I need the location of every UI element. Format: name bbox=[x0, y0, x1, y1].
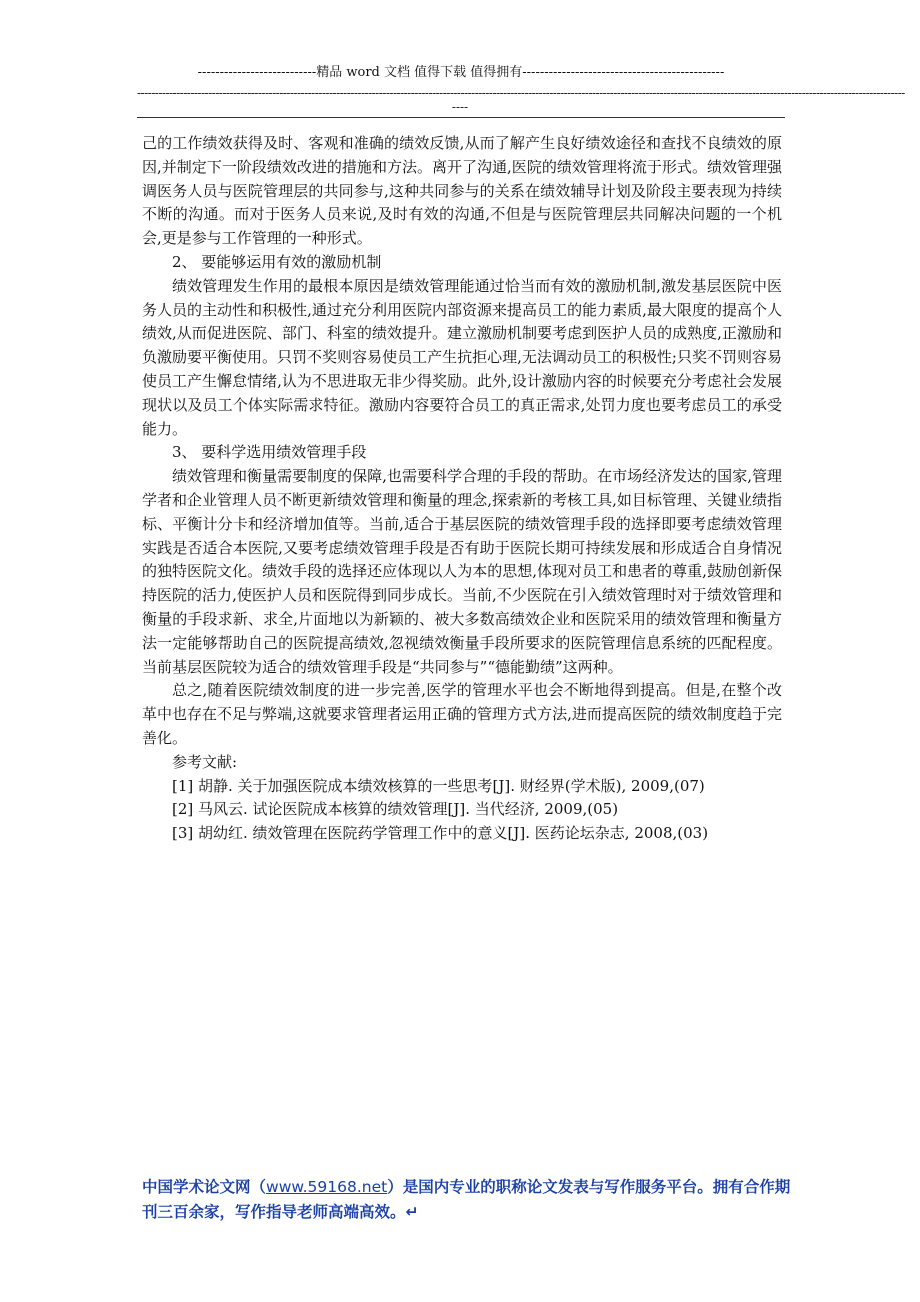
section-heading-incentive: 2、 要能够运用有效的激励机制 bbox=[172, 252, 382, 271]
section-heading-means: 3、 要科学选用绩效管理手段 bbox=[172, 443, 367, 462]
paragraph-communication: 己的工作绩效获得及时、客观和准确的绩效反馈,从而了解产生良好绩效途径和查找不良绩效的原因,并制定下一阶段绩效改进的措施和方法。离开了沟通,医院的绩效管理将流于形式。绩效管理强调医务人员与医院管理层的共同参与,这种共同参与的关系在绩效辅导计划及阶段主要表现为持续不断的沟通。而对于医务人员来说,及时有效的沟通,不但是与医院管理层共同解决问题的一个机会,更是参与工作管理的一种形式。 bbox=[142, 134, 782, 248]
references-list bbox=[142, 775, 782, 846]
document-body bbox=[142, 132, 782, 846]
page-header: ---------------------------精品 word 文档 值得下载 值得拥有---------------------------------------------- bbox=[197, 65, 725, 80]
paragraph-means: 绩效管理和衡量需要制度的保障,也需要科学合理的手段的帮助。在市场经济发达的国家,管理学者和企业管理人员不断更新绩效管理和衡量的理念,探索新的考核工具,如目标管理、关键业绩指标、平衡计分卡和经济增加值等。当前,适合于基层医院的绩效管理手段的选择即要考虑绩效管理实践是否适合本医院,又要考虑绩效管理手段是否有助于医院长期可持续发展和形成适合自身情况的独特医院文化。绩效手段的选择还应体现以人为本的思想,体现对员工和患者的尊重,鼓励创新保持医院的活力,使医护人员和医院得到同步成长。当前,不少医院在引入绩效管理时对于绩效管理和衡量的手段求新、求全,片面地以为新颖的、被大多数高绩效企业和医院采用的绩效管理和衡量方法一定能够帮助自己的医院提高绩效,忽视绩效衡量手段所要求的医院管理信息系统的匹配程度。当前基层医院较为适合的绩效管理手段是“共同参与”“德能勤绩”这两种。 bbox=[142, 467, 782, 676]
paragraph-incentive: 绩效管理发生作用的最根本原因是绩效管理能通过恰当而有效的激励机制,激发基层医院中医务人员的主动性和积极性,通过充分利用医院内部资源来提高员工的能力素质,最大限度的提高个人绩效,从而促进医院、部门、科室的绩效提升。建立激励机制要考虑到医护人员的成熟度,正激励和负激励要平衡使用。只罚不奖则容易使员工产生抗拒心理,无法调动员工的积极性;只奖不罚则容易使员工产生懈怠情绪,认为不思进取无非少得奖励。此外,设计激励内容的时候要充分考虑社会发展现状以及员工个体实际需求特征。激励内容要符合员工的真正需求,处罚力度也要考虑员工的承受能力。 bbox=[142, 276, 782, 438]
references-title: 参考文献: bbox=[172, 752, 238, 771]
header-rule-dashes: ------------------------------------------------------------------------------------------------------------------------------------------------------------------------------------------------------------------------ bbox=[137, 86, 905, 100]
header-divider bbox=[137, 117, 785, 118]
paragraph-conclusion: 总之,随着医院绩效制度的进一步完善,医学的管理水平也会不断地得到提高。但是,在整个改革中也存在不足与弊端,这就要求管理者运用正确的管理方式方法,进而提高医院的绩效制度趋于完善化。 bbox=[142, 681, 782, 747]
reference-item: [2] 马风云. 试论医院成本核算的绩效管理[J]. 当代经济, 2009,(05) bbox=[172, 800, 619, 819]
footer-prefix: 中国学术论文网（ bbox=[142, 1178, 267, 1196]
header-rule-tail: ---- bbox=[451, 100, 469, 114]
footer-suffix: ）是国内专业的职称论文发表与写作服务平台。拥有合作期刊三百余家，写作指导老师高端高效。↵ bbox=[142, 1178, 791, 1221]
reference-item: [1] 胡静. 关于加强医院成本绩效核算的一些思考[J]. 财经界(学术版), 2009,(07) bbox=[172, 776, 705, 795]
footer-ad bbox=[142, 1175, 792, 1225]
footer-site-link[interactable]: www.59168.net bbox=[266, 1178, 388, 1196]
reference-item: [3] 胡幼红. 绩效管理在医院药学管理工作中的意义[J]. 医药论坛杂志, 2008,(03) bbox=[172, 824, 709, 843]
